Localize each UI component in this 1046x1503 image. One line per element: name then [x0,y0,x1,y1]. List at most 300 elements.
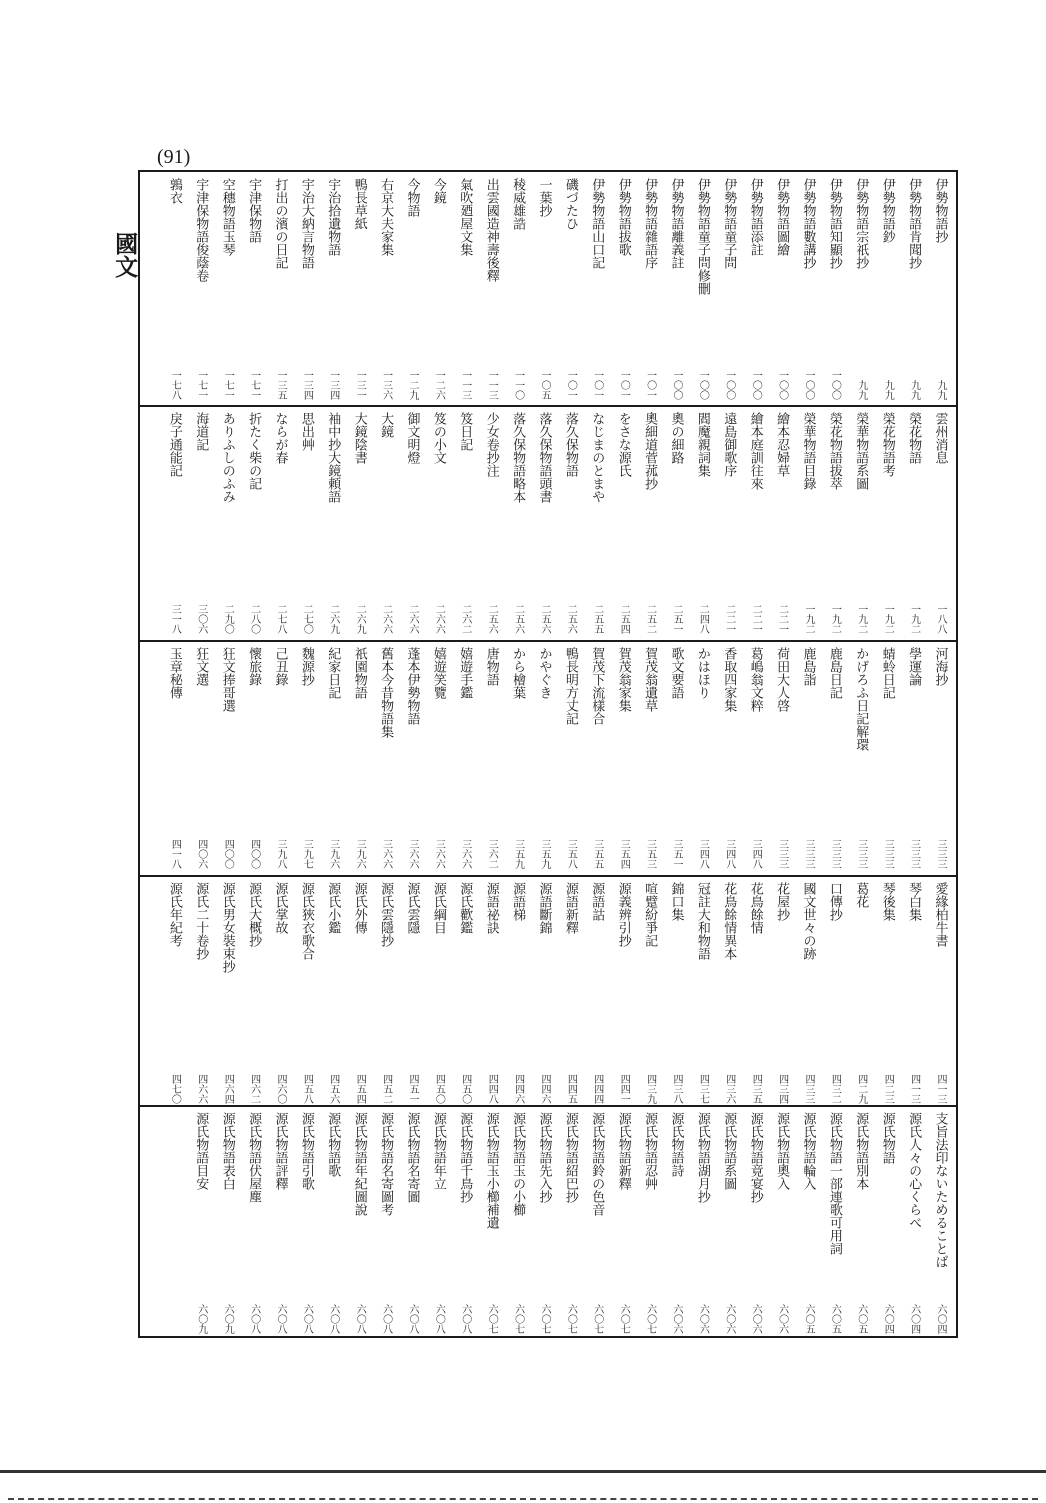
section-label [110,232,137,278]
index-entry [689,178,715,400]
entry-title: 口傳抄 [826,882,842,921]
entry-title: 蓬本伊勢物語 [404,647,420,725]
index-entry [478,882,504,1104]
index-tier [140,178,956,400]
index-entry [267,178,293,400]
tier-divider [140,875,956,877]
entry-title: 宇治大納言物語 [298,178,314,269]
index-entry [399,412,425,634]
entry-page-number: 一七一 [222,370,234,400]
entry-page-number: 二四八 [697,604,709,634]
entry-title: 葛嶋翁文粹 [747,647,763,712]
entry-page-number: 一七八 [169,370,181,400]
entry-title: 國文世々の跡 [800,882,816,960]
entry-title: 賀茂翁遺草 [642,647,658,712]
index-entry [927,412,953,634]
index-entry [927,1112,953,1334]
index-entry [874,178,900,400]
entry-page-number: 一二九 [407,370,418,400]
entry-title: 錦口集 [668,882,684,921]
entry-page-number: 四〇六 [195,839,207,869]
entry-title: 源氏掌故 [272,882,288,934]
entry-title: 宇治拾遺物語 [325,178,341,256]
entry-title: 祇園物語 [351,647,367,699]
index-entry [769,1112,795,1334]
index-entry [505,882,531,1104]
entry-title: をさな源氏 [615,412,631,477]
entry-page-number: 六〇六 [697,1304,709,1334]
entry-title: 伊勢物語山口記 [589,178,605,269]
entry-title: 繪本庭訓往來 [747,412,763,490]
entry-page-number: 四五一 [407,1074,418,1104]
entry-title: 伊勢物語抄 [932,178,948,243]
index-entry [478,412,504,634]
entry-title: 榮花物語考 [879,412,895,477]
entry-page-number: 一九二 [855,604,867,634]
index-entry [874,647,900,869]
entry-page-number: 四一八 [169,839,181,869]
entry-title: 花鳥餘情 [747,882,763,934]
entry-title: 源義辨引抄 [615,882,631,947]
index-entry [637,882,663,1104]
entry-title: 狂文捧哥選 [219,647,235,712]
index-tier [140,412,956,634]
entry-title: 源氏物語系圖 [721,1112,737,1190]
entry-page-number: 六〇四 [935,1304,946,1334]
index-entry [188,647,214,869]
entry-title: 源氏物語目安 [193,1112,209,1190]
entry-title: 源語新釋 [562,882,578,934]
index-tier [140,647,956,869]
index-entry [267,647,293,869]
entry-title: 源語梯 [510,882,526,921]
entry-page-number: 三三三 [829,839,841,869]
entry-title: 歌文要語 [668,647,684,699]
entry-page-number: 一〇〇 [671,370,682,400]
page-number: (91) [157,146,191,168]
entry-page-number: 四四四 [591,1074,603,1104]
entry-title: 嬉遊笑覽 [430,647,446,699]
index-entry [689,882,715,1104]
index-entry [584,882,610,1104]
entry-page-number: 六〇八 [275,1304,286,1334]
entry-title: 袖中抄大鏡頼語 [325,412,341,503]
entry-page-number: 四四一 [618,1074,630,1104]
index-entry [874,412,900,634]
index-entry [452,412,478,634]
index-entry [452,647,478,869]
entry-page-number: 六〇八 [248,1304,260,1334]
entry-page-number: 九九 [882,380,894,400]
entry-title: 源氏物語湖月抄 [694,1112,710,1203]
index-entry [637,412,663,634]
entry-page-number: 一三四 [327,370,339,400]
entry-page-number: 六〇五 [829,1304,841,1334]
index-entry [320,412,346,634]
entry-page-number: 六〇八 [354,1304,366,1334]
entry-page-number: 一〇一 [644,370,656,400]
entry-title: 伊勢物語知顯抄 [826,178,842,269]
entry-page-number: 四四六 [539,1074,550,1104]
entry-title: かげろふ日記解環 [853,647,869,751]
index-entry [689,412,715,634]
entry-page-number: 二五一 [671,604,682,634]
entry-title: 唐物語 [483,647,499,686]
index-entry [584,178,610,400]
index-entry [557,178,583,400]
entry-title: 鴨長草紙 [351,178,367,230]
entry-page-number: 四一三 [908,1074,920,1104]
entry-page-number: 一七一 [195,370,207,400]
entry-title: 源氏人々の心くらべ [906,1112,922,1229]
entry-page-number: 四二三 [882,1074,894,1104]
entry-page-number: 四三四 [776,1074,788,1104]
entry-page-number: 三五一 [671,839,682,869]
entry-title: 伊勢物語離義註 [668,178,684,269]
index-entry [241,647,267,869]
entry-page-number: 四〇〇 [222,839,234,869]
index-entry [927,882,953,1104]
entry-title: 源氏物語奧入 [774,1112,790,1190]
entry-title: 琴白集 [906,882,922,921]
entry-page-number: 一九二 [803,604,814,634]
entry-title: 紀家日記 [325,647,341,699]
entry-title: 源氏物語伏屋塵 [246,1112,262,1203]
entry-title: 荷田大人啓 [774,647,790,712]
entry-page-number: 四六〇 [275,1074,286,1104]
entry-page-number: 三四八 [750,839,762,869]
entry-page-number: 二六九 [354,604,366,634]
entry-title: 源氏物語名寄圖 [404,1112,420,1203]
index-entry [452,178,478,400]
entry-page-number: 四〇〇 [248,839,260,869]
entry-title: 落久保物語 [562,412,578,477]
index-entry [214,1112,240,1334]
index-entry [874,882,900,1104]
entry-page-number: 四四六 [512,1074,524,1104]
index-entry [214,882,240,1104]
index-entry [293,178,319,400]
entry-title: 伊勢物語宗祇抄 [853,178,869,269]
index-entry [716,882,742,1104]
entry-title: 源氏物語表白 [219,1112,235,1190]
index-entry [795,412,821,634]
bottom-rule [0,1470,1046,1473]
entry-title: 懷旅錄 [246,647,262,686]
entry-page-number: 二七〇 [301,604,313,634]
entry-title: 伊勢物語鈔 [879,178,895,243]
entry-page-number: 四三三 [803,1074,814,1104]
entry-title: 賀茂下流樣合 [589,647,605,725]
index-entry [452,1112,478,1334]
entry-title: 源氏物語先入抄 [536,1112,552,1203]
entry-title: 源氏物語玉小櫛補遺 [483,1112,499,1229]
entry-title: 源氏物語忍艸 [642,1112,658,1190]
entry-title: 奧の細路 [668,412,684,464]
entry-page-number: 四五〇 [459,1074,471,1104]
index-entry [346,1112,372,1334]
entry-page-number: 三六六 [459,839,471,869]
entry-title: 學運論 [906,647,922,686]
index-entry [874,1112,900,1334]
entry-title: 出雲國造神壽後釋 [483,178,499,282]
index-entry [663,1112,689,1334]
entry-page-number: 四二九 [855,1074,867,1104]
index-entry [848,1112,874,1334]
entry-page-number: 一〇〇 [803,370,814,400]
entry-page-number: 三三三 [855,839,867,869]
entry-page-number: 一三六 [380,370,392,400]
index-entry [320,178,346,400]
index-tier [140,1112,956,1334]
index-entry [399,178,425,400]
index-entry [293,647,319,869]
entry-page-number: 一〇一 [591,370,603,400]
entry-title: 磯づたひ [562,178,578,230]
index-entry [452,882,478,1104]
entry-title: 繪本忍婦草 [774,412,790,477]
index-entry [505,1112,531,1334]
entry-title: 源氏雲隱 [404,882,420,934]
entry-page-number: 六〇八 [407,1304,418,1334]
entry-title: 雲州消息 [932,412,948,464]
index-entry [267,882,293,1104]
index-entry [795,178,821,400]
entry-page-number: 二九〇 [222,604,234,634]
entry-title: 源氏物語玉の小櫛 [510,1112,526,1216]
entry-page-number: 六〇六 [750,1304,762,1334]
entry-page-number: 二五六 [565,604,577,634]
entry-title: 源氏物語名寄圖考 [378,1112,394,1216]
index-entry [531,647,557,869]
entry-page-number: 四四八 [486,1074,498,1104]
index-entry [161,412,187,634]
index-entry [769,178,795,400]
index-entry [637,1112,663,1334]
entry-page-number: 二五六 [539,604,550,634]
entry-title: 鴨長明方丈記 [562,647,578,725]
entry-title: ありふしのふみ [219,412,235,503]
index-entry [505,412,531,634]
entry-title: 大鏡陰書 [351,412,367,464]
entry-title: 稜威雄誥 [510,178,526,230]
entry-page-number: 三〇六 [195,604,207,634]
entry-page-number: 六〇八 [380,1304,392,1334]
index-entry [346,178,372,400]
entry-page-number: 三五四 [618,839,630,869]
entry-title: 源氏物語一部連歌可用詞 [826,1112,842,1255]
entry-page-number: 四五八 [301,1074,313,1104]
entry-page-number: 三五九 [512,839,524,869]
entry-title: 花鳥餘情異本 [721,882,737,960]
entry-page-number: 一一三 [459,370,471,400]
index-entry [769,882,795,1104]
entry-page-number: 二五二 [644,604,656,634]
bottom-rule-dashed [8,1498,1038,1500]
entry-title: 源氏物語千鳥抄 [457,1112,473,1203]
entry-page-number: 一〇一 [565,370,577,400]
index-entry [425,882,451,1104]
index-entry [821,647,847,869]
index-entry [320,1112,346,1334]
entry-page-number: 六〇八 [301,1304,313,1334]
index-entry [373,1112,399,1334]
index-entry [478,178,504,400]
index-entry [769,647,795,869]
entry-title: 琴後集 [879,882,895,921]
entry-page-number: 六〇七 [591,1304,603,1334]
entry-title: 源氏物語新釋 [615,1112,631,1190]
index-entry [241,178,267,400]
index-entry [610,882,636,1104]
index-entry [584,412,610,634]
entry-page-number: 一一〇 [512,370,524,400]
entry-page-number: 一〇〇 [829,370,841,400]
entry-page-number: 三三三 [803,839,814,869]
entry-title: 笈日記 [457,412,473,451]
index-entry [927,178,953,400]
index-entry [267,412,293,634]
entry-page-number: 四五二 [380,1074,392,1104]
entry-title: 折たく柴の記 [246,412,262,490]
entry-title: 花屋抄 [774,882,790,921]
entry-title: 伊勢物語數講抄 [800,178,816,269]
index-entry [557,882,583,1104]
entry-page-number: 三六六 [380,839,392,869]
entry-page-number: 三五九 [539,839,550,869]
entry-page-number: 四五〇 [433,1074,445,1104]
entry-title: 伊勢物語圖繪 [774,178,790,256]
index-entry [320,882,346,1104]
entry-page-number: 一〇五 [539,370,550,400]
entry-title: 賀茂翁家集 [615,647,631,712]
entry-page-number: 四六四 [222,1074,234,1104]
entry-title: 舊本今昔物語集 [378,647,394,738]
entry-page-number: 三九六 [354,839,366,869]
entry-page-number: 一〇〇 [723,370,735,400]
entry-page-number: 二二一 [750,604,762,634]
entry-page-number: 三三三 [908,839,920,869]
entry-title: 源氏物語歌 [325,1112,341,1177]
entry-page-number: 六〇七 [618,1304,630,1334]
entry-title: 御文明燈 [404,412,420,464]
entry-page-number: 二五四 [618,604,630,634]
entry-title: 源氏年紀考 [166,882,182,947]
entry-page-number: 四三九 [644,1074,656,1104]
entry-page-number: 三六六 [433,839,445,869]
entry-title: 冠註大和物語 [694,882,710,960]
entry-page-number: 四六六 [195,1074,207,1104]
entry-title: 嬉遊手鑑 [457,647,473,699]
entry-title: 源語斷錦 [536,882,552,934]
entry-title: 榮花物語拔萃 [826,412,842,490]
entry-page-number: 二五六 [512,604,524,634]
entry-page-number: 六〇七 [512,1304,524,1334]
entry-page-number: 六〇九 [222,1304,234,1334]
entry-title: 大鏡 [378,412,394,438]
entry-title: 伊勢物語拔歌 [615,178,631,256]
index-entry [901,412,927,634]
entry-page-number: 二二一 [776,604,788,634]
entry-page-number: 九九 [908,380,920,400]
index-entry [901,1112,927,1334]
entry-page-number: 三五八 [565,839,577,869]
entry-title: 宇津保物語 [246,178,262,243]
index-entry [663,178,689,400]
index-entry [742,178,768,400]
entry-title: 伊勢物語添註 [747,178,763,256]
entry-title: 源氏物語鈴の色音 [589,1112,605,1216]
entry-title: 思出艸 [298,412,314,451]
index-entry [610,178,636,400]
entry-page-number: 六〇七 [644,1304,656,1334]
index-entry [848,178,874,400]
entry-page-number: 六〇四 [908,1304,920,1334]
entry-title: 源氏物語輪入 [800,1112,816,1190]
entry-page-number: 一二六 [433,370,445,400]
index-entry [821,1112,847,1334]
index-entry [478,1112,504,1334]
entry-title: 魏源抄 [298,647,314,686]
entry-page-number: 二六九 [327,604,339,634]
index-entry [241,1112,267,1334]
entry-page-number: 一三一 [354,370,366,400]
entry-title: 笈の小文 [430,412,446,464]
index-entry [901,178,927,400]
entry-page-number: 六〇六 [671,1304,682,1334]
entry-title: 伊勢物語童子問 [721,178,737,269]
index-entry [505,178,531,400]
entry-page-number: 三六二 [486,839,498,869]
entry-page-number: 六〇八 [327,1304,339,1334]
entry-title: 源氏二十卷抄 [193,882,209,960]
entry-title: 宇津保物語俊蔭卷 [193,178,209,282]
entry-title: 玉章秘傳 [166,647,182,699]
entry-page-number: 三三三 [776,839,788,869]
entry-title: 空穗物語玉琴 [219,178,235,256]
index-entry [637,647,663,869]
entry-title: 鶉衣 [166,178,182,204]
entry-title: 右京大夫家集 [378,178,394,256]
entry-page-number: 一九二 [908,604,920,634]
index-entry [769,412,795,634]
entry-page-number: 一九二 [829,604,841,634]
entry-title: 源氏物語竟宴抄 [747,1112,763,1203]
index-entry [927,647,953,869]
entry-title: かはほり [694,647,710,699]
entry-title: 源氏狹衣歌合 [298,882,314,960]
entry-page-number: 一八八 [935,604,946,634]
entry-page-number: 二六二 [459,604,471,634]
index-entry [425,647,451,869]
entry-page-number: 三五三 [644,839,656,869]
index-entry [399,647,425,869]
index-tier [140,882,956,1104]
index-entry [557,1112,583,1334]
index-entry [214,412,240,634]
tier-divider [140,1105,956,1107]
entry-page-number: 六〇八 [459,1304,471,1334]
index-entry [373,882,399,1104]
index-entry [425,412,451,634]
entry-title: 落久保物語頭書 [536,412,552,503]
entry-title: 狂文選 [193,647,209,686]
tier-divider [140,640,956,642]
entry-page-number: 二六六 [433,604,445,634]
index-entry [346,882,372,1104]
entry-title: 源氏物語引歌 [298,1112,314,1190]
index-entry [610,1112,636,1334]
